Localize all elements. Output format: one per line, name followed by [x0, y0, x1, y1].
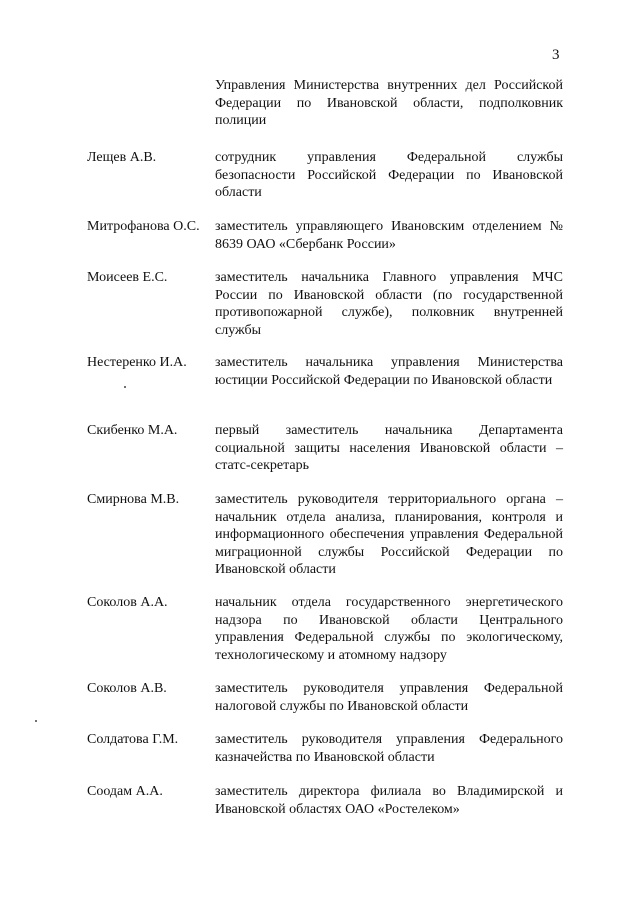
member-position: заместитель руководителя управления Федерального казначейства по Ивановской области: [215, 732, 563, 765]
member-name: Митрофанова О.С.: [87, 219, 200, 234]
member-name: Нестеренко И.А.: [87, 355, 187, 370]
scan-speck: [124, 386, 126, 388]
member-position: заместитель начальника управления Министерства юстиции Российской Федерации по Ивановской области: [215, 355, 563, 388]
member-position: начальник отдела государственного энергетического надзора по Ивановской области Центрального управления Федеральной службы по экологическому, технологическому и атомному надзору: [215, 595, 563, 663]
member-position: сотрудник управления Федеральной службы безопасности Российской Федерации по Ивановской области: [215, 150, 563, 201]
member-position: заместитель руководителя управления Федеральной налоговой службы по Ивановской области: [215, 681, 563, 714]
member-name: Соколов А.В.: [87, 681, 167, 696]
member-name: Скибенко М.А.: [87, 423, 178, 438]
page-number: 3: [552, 47, 560, 63]
member-name: Моисеев Е.С.: [87, 270, 168, 285]
member-position: заместитель руководителя территориального органа – начальник отдела анализа, планирования, контроля и информационного обеспечения управления Федеральной миграционной службы Российской Федерации по Ивановской области: [215, 492, 563, 578]
member-name: Солдатова Г.М.: [87, 732, 179, 747]
member-position: заместитель управляющего Ивановским отделением № 8639 ОАО «Сбербанк России»: [215, 219, 563, 252]
member-name: Смирнова М.В.: [87, 492, 180, 507]
member-name: Соколов А.А.: [87, 595, 168, 610]
continuation-text: Управления Министерства внутренних дел Российской Федерации по Ивановской области, подполковник полиции: [215, 78, 563, 129]
member-position: заместитель директора филиала во Владимирской и Ивановской областях ОАО «Ростелеком»: [215, 784, 563, 817]
member-position: первый заместитель начальника Департамента социальной защиты населения Ивановской области – статс-секретарь: [215, 423, 563, 474]
scan-speck: [35, 720, 37, 722]
member-name: Соодам А.А.: [87, 784, 163, 799]
member-position: заместитель начальника Главного управления МЧС России по Ивановской области (по государственной противопожарной службе), полковник внутренней службы: [215, 270, 563, 338]
member-name: Лещев А.В.: [87, 150, 157, 165]
